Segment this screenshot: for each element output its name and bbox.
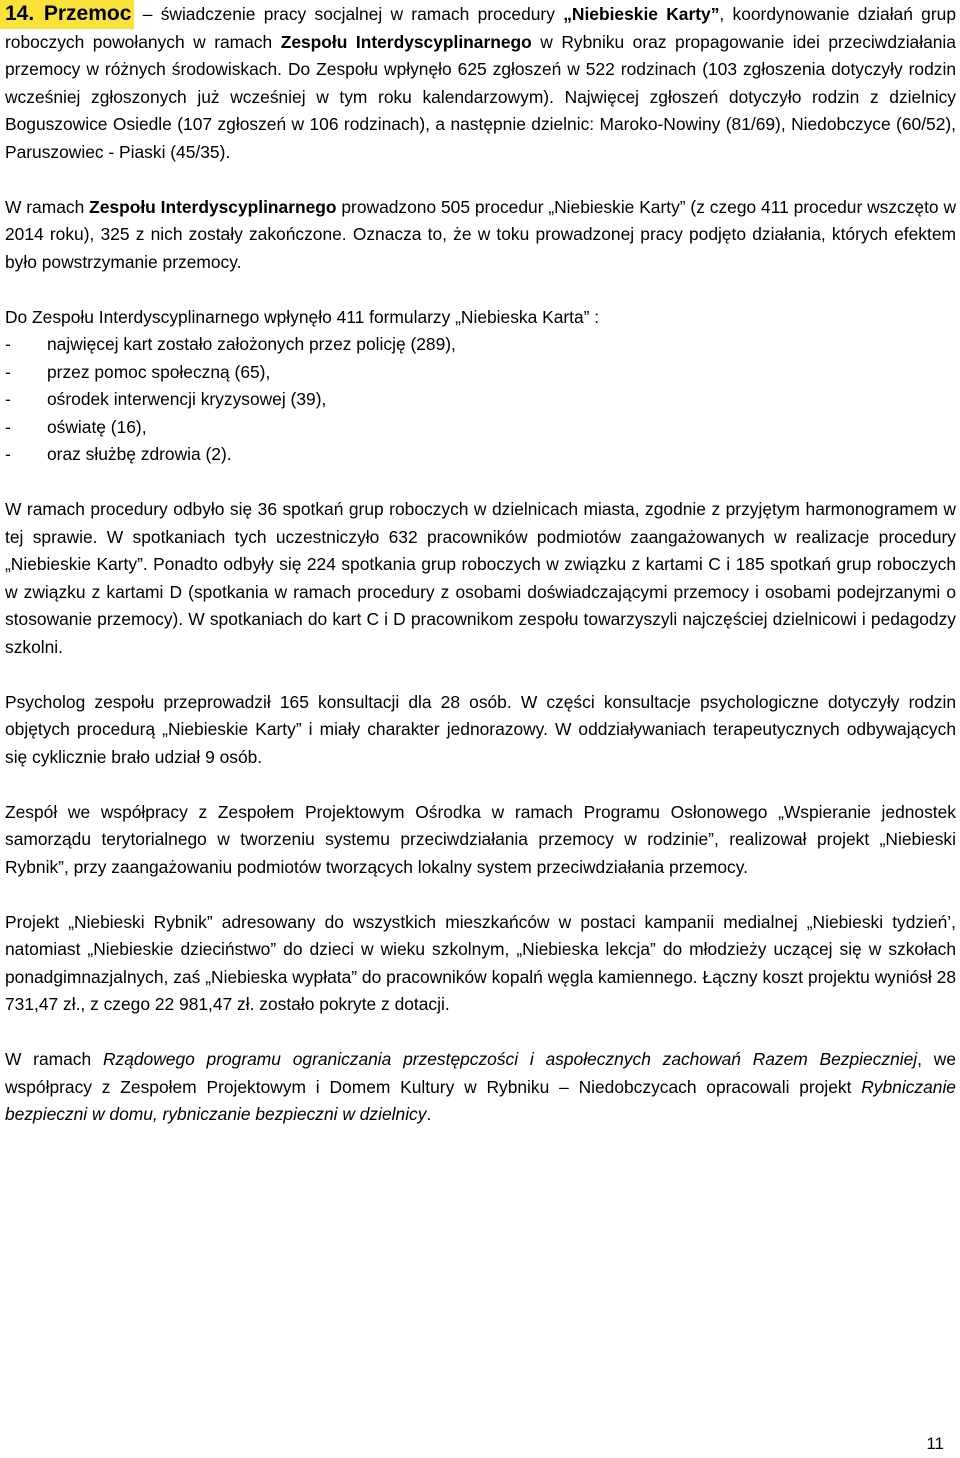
paragraph-niebieski-rybnik: Projekt „Niebieski Rybnik” adresowany do wszystkich mieszkańców w postaci kampanii medialnej „Niebieski tydzień’, natomiast „Niebieskie dzieciństwo” do dzieci w wieku szkolnym, „Niebieska lekcja” do młodzieży uczącej się w szkołach ponadgimnazjalnych, zaś „Niebieska wypłata” do pracowników kopalń węgla kamiennego. Łączny koszt projektu wyniósł 28 731,47 zł., z czego 22 981,47 zł. zostało pokryte z dotacji. [5,911,956,1014]
list-bullet: - [5,416,11,437]
paragraph-projekt-oslonowy: Zespół we współpracy z Zespołem Projektowym Ośrodka w ramach Programu Osłonowego „Wspieranie jednostek samorządu terytorialnego w tworzeniu systemu przeciwdziałania przemocy w rodzinie”, realizował projekt „Niebieski Rybnik”, przy zaangażowaniu podmiotów tworzących lokalny system przeciwdziałania przemocy. [5,801,956,877]
text-run: Do Zespołu wpłynęło 625 zgłoszeń w 522 rodzinach (103 zgłoszenia dotyczyły rodzin wcześniej zgłoszonych już wcześniej w tym roku kalendarzowym). [5,59,956,107]
list-intro: Do Zespołu Interdyscyplinarnego wpłynęło 411 formularzy „Niebieska Karta” : [5,306,600,327]
paragraph-zespol-procedury [5,194,956,277]
list-bullet: - [5,334,11,354]
heading-dash: – [142,4,153,24]
list-item-text: przez pomoc społeczną (65), [47,361,271,382]
text-run: Najwięcej zgłoszeń dotyczyło rodzin z dzielnicy Boguszowice Osiedle (107 zgłoszeń w 106 rodzinach), a następnie dzielnic: Maroko-Nowiny (81/69), Niedobczyce (60/52), Paruszowiec - Piaski (45/35). [5,86,956,162]
text-run: W ramach [5,196,85,217]
paragraph-spotkania: W ramach procedury odbyło się 36 spotkań grup roboczych w dzielnicach miasta, zgodnie z przyjętym harmonogramem w tej sprawie. W spotkaniach tych uczestniczyło 632 pracowników podmiotów zaangażowanych w realizacje procedury „Niebieskie Karty”. Ponadto odbyły się 224 spotkania grup roboczych w związku z kartami C i 185 spotkań grup roboczych w związku z kartami D (spotkania w ramach procedury z osobami doświadczającymi przemocy i osobami podejrzanymi o stosowanie przemocy). W spotkaniach do kart C i D pracownikom zespołu towarzyszyli najczęściej dzielnicowi i pedagodzy szkolni. [5,499,956,657]
list-item-text: najwięcej kart zostało założonych przez policję (289), [47,334,456,354]
page-number: 11 [926,1434,944,1453]
paragraph-formularze [5,304,956,469]
list-item [5,331,956,359]
list-bullet: - [5,361,11,382]
text-run: . [426,1104,432,1124]
section-heading-highlight [0,0,134,29]
list-item-text: ośrodek interwencji kryzysowej (39), [47,389,327,409]
text-run: w Rybniku oraz propagowanie idei przeciwdziałania przemocy w różnych środowiskach. [5,31,956,79]
list-bullet: - [5,444,11,464]
list-item [5,359,956,387]
text-run: świadczenie pracy socjalnej w ramach procedury [160,4,555,24]
list-bullet: - [5,389,11,409]
bold-text: Zespołu Interdyscyplinarnego [89,196,337,217]
section-title: Przemoc [43,2,132,25]
text-run: , we współpracy z Zespołem Projektowym i Domem Kultury w Rybniku – Niedobczycach opracowali projekt [5,1049,956,1097]
section-number: 14. [5,2,35,25]
list-item-text: oświatę (16), [47,416,147,437]
text-run: prowadzono 505 procedur „Niebieskie Karty” (z czego 411 procedur wszczęto w 2014 roku), 325 z nich zostały zakończone. [5,196,957,244]
list-item [5,441,956,469]
text-run: Oznacza to, że w toku prowadzonej pracy podjęto działania, których efektem było powstrzymanie przemocy. [5,224,956,272]
paragraph-razem-bezpieczniej [5,1046,956,1129]
italic-text: Rybniczanie bezpieczni w domu, rybniczanie bezpieczni w dzielnicy [5,1076,956,1124]
list-item-text: oraz służbę zdrowia (2). [47,444,232,464]
formularze-list [5,331,956,469]
list-item [5,386,956,414]
document-page [5,0,956,1129]
italic-text: Rządowego programu ograniczania przestępczości i aspołecznych zachowań Razem Bezpieczniej [102,1049,918,1069]
bold-text: Zespołu Interdyscyplinarnego [280,31,532,52]
paragraph-psycholog: Psycholog zespołu przeprowadził 165 konsultacji dla 28 osób. W części konsultacje psychologiczne dotyczyły rodzin objętych procedurą „Niebieskie Karty” i miały charakter jednorazowy. W oddziaływaniach terapeutycznych odbywających się cyklicznie brało udział 9 osób. [5,691,956,767]
text-run: , koordynowanie działań grup roboczych powołanych w ramach [5,4,956,52]
text-run: W ramach [5,1049,92,1069]
list-item [5,414,956,442]
bold-text: „Niebieskie Karty” [563,4,720,24]
paragraph-przemoc [5,0,956,166]
